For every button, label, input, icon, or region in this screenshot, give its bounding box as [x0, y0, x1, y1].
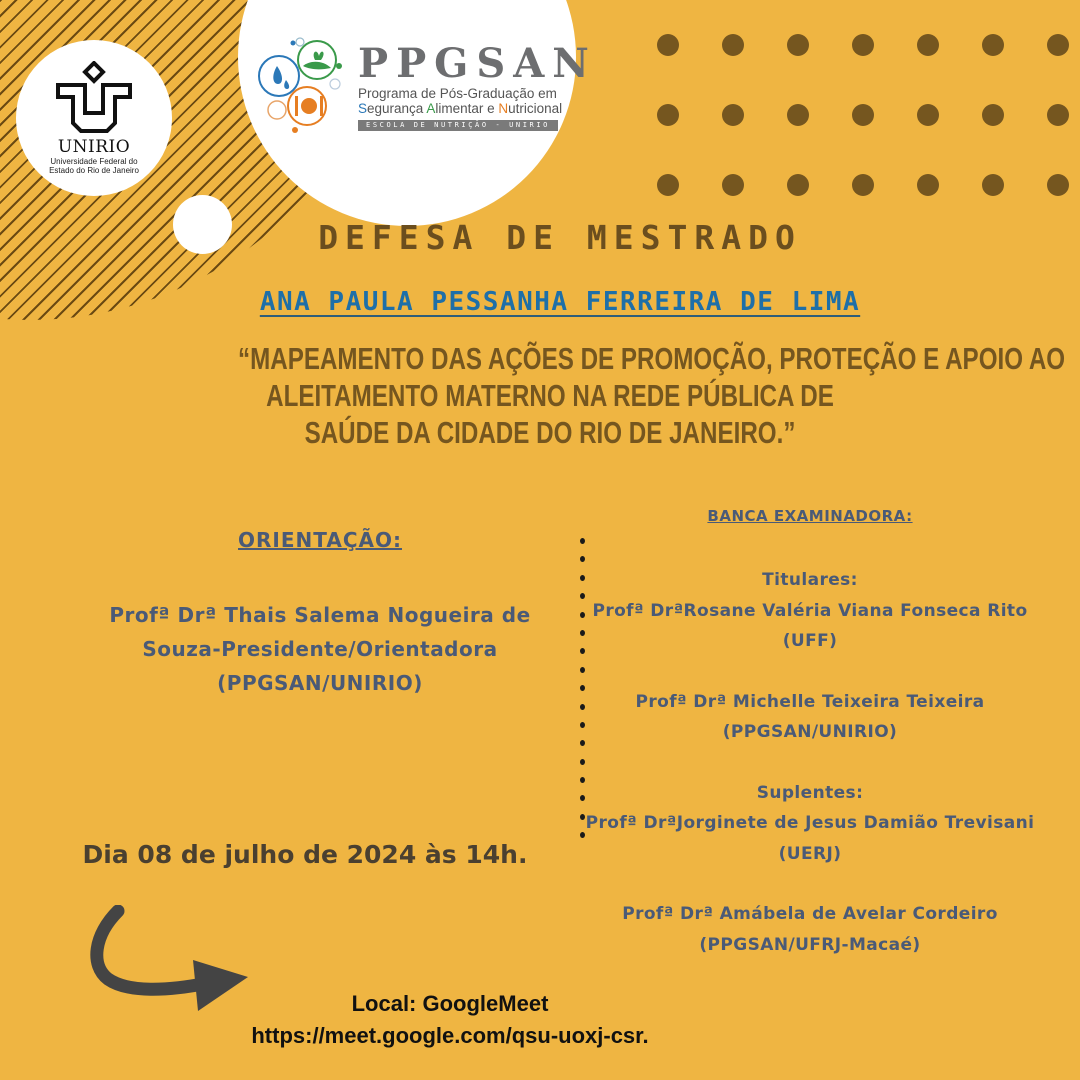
dot-icon: [917, 104, 939, 126]
unirio-subtitle: [49, 157, 139, 175]
ppgsan-area-s: S: [358, 101, 368, 116]
decorative-dot-grid: [657, 34, 1069, 196]
candidate-name: ANA PAULA PESSANHA FERREIRA DE LIMA: [259, 287, 861, 317]
event-date: Dia 08 de julho de 2024 às 14h.: [82, 840, 528, 869]
member-name: Profª Drª Amábela de Avelar Cordeiro: [622, 904, 998, 924]
event-type-heading: DEFESA DE MESTRADO: [318, 218, 802, 257]
unirio-logo: [16, 40, 172, 196]
banca-heading: BANCA EXAMINADORA:: [707, 507, 913, 525]
ppgsan-area-part1: egurança: [367, 101, 427, 116]
ppgsan-program-line: Programa de Pós-Graduação em: [358, 86, 557, 101]
dot-icon: [787, 34, 809, 56]
dot-icon: [852, 34, 874, 56]
dot-icon: [1047, 174, 1069, 196]
thesis-title-line: SAÚDE DA CIDADE DO RIO DE JANEIRO.”: [304, 415, 796, 450]
ppgsan-logo: [255, 36, 597, 136]
ppgsan-emblem-icon: [255, 36, 355, 136]
advisor-line: (PPGSAN/UNIRIO): [217, 671, 423, 695]
dot-icon: [917, 34, 939, 56]
event-location: [200, 988, 700, 1052]
ppgsan-school-bar: ESCOLA DE NUTRIÇÃO - UNIRIO: [358, 120, 558, 131]
thesis-title: [238, 340, 1066, 451]
member-name: Profª DrªRosane Valéria Viana Fonseca Rito: [592, 600, 1028, 621]
unirio-subtitle-line1: Universidade Federal do: [50, 157, 138, 166]
member-affiliation: (UFF): [782, 631, 838, 651]
orientacao-advisor: [60, 598, 580, 700]
thesis-title-line: ALEITAMENTO MATERNO NA REDE PÚBLICA DE: [266, 378, 834, 413]
member-name: Profª DrªJorginete de Jesus Damião Trevisani: [585, 813, 1035, 833]
dot-icon: [1047, 104, 1069, 126]
dot-icon: [1047, 34, 1069, 56]
dot-icon: [657, 34, 679, 56]
advisor-line: Souza-Presidente/Orientadora: [142, 637, 498, 661]
titulares-label: Titulares:: [762, 570, 858, 590]
banca-list: [570, 565, 1050, 960]
dot-icon: [787, 104, 809, 126]
dot-icon: [722, 104, 744, 126]
meet-link[interactable]: https://meet.google.com/qsu-uoxj-csr.: [251, 1023, 649, 1048]
dot-icon: [982, 174, 1004, 196]
suplentes-label: Suplentes:: [756, 782, 864, 803]
dot-icon: [787, 174, 809, 196]
unirio-name: UNIRIO: [57, 137, 131, 157]
dot-icon: [917, 174, 939, 196]
orientacao-heading: ORIENTAÇÃO:: [238, 528, 402, 552]
dot-icon: [722, 174, 744, 196]
ppgsan-area-part3: utricional: [508, 101, 563, 116]
dot-icon: [657, 104, 679, 126]
unirio-subtitle-line2: Estado do Rio de Janeiro: [49, 166, 139, 175]
dot-icon: [852, 104, 874, 126]
member-name: Profª Drª Michelle Teixeira Teixeira: [635, 691, 985, 712]
dot-icon: [722, 34, 744, 56]
member-affiliation: (UERJ): [778, 843, 842, 864]
dot-icon: [657, 174, 679, 196]
dot-icon: [982, 104, 1004, 126]
member-affiliation: (PPGSAN/UNIRIO): [722, 722, 898, 742]
ppgsan-area-n: N: [498, 101, 509, 116]
ppgsan-area-a: A: [426, 101, 436, 116]
location-label: Local: GoogleMeet: [351, 991, 549, 1016]
dot-icon: [982, 34, 1004, 56]
member-affiliation: (PPGSAN/UFRJ-Macaé): [699, 934, 921, 955]
ppgsan-area-part2: limentar e: [435, 101, 499, 116]
dot-icon: [852, 174, 874, 196]
ppgsan-title: PPGSAN: [358, 40, 597, 87]
unirio-emblem-icon: [55, 61, 133, 135]
ppgsan-area-line: [358, 101, 562, 116]
thesis-title-line: “MAPEAMENTO DAS AÇÕES DE PROMOÇÃO, PROTEÇÃO E APOIO AO: [238, 341, 1066, 376]
advisor-line: Profª Drª Thais Salema Nogueira de: [109, 603, 531, 627]
